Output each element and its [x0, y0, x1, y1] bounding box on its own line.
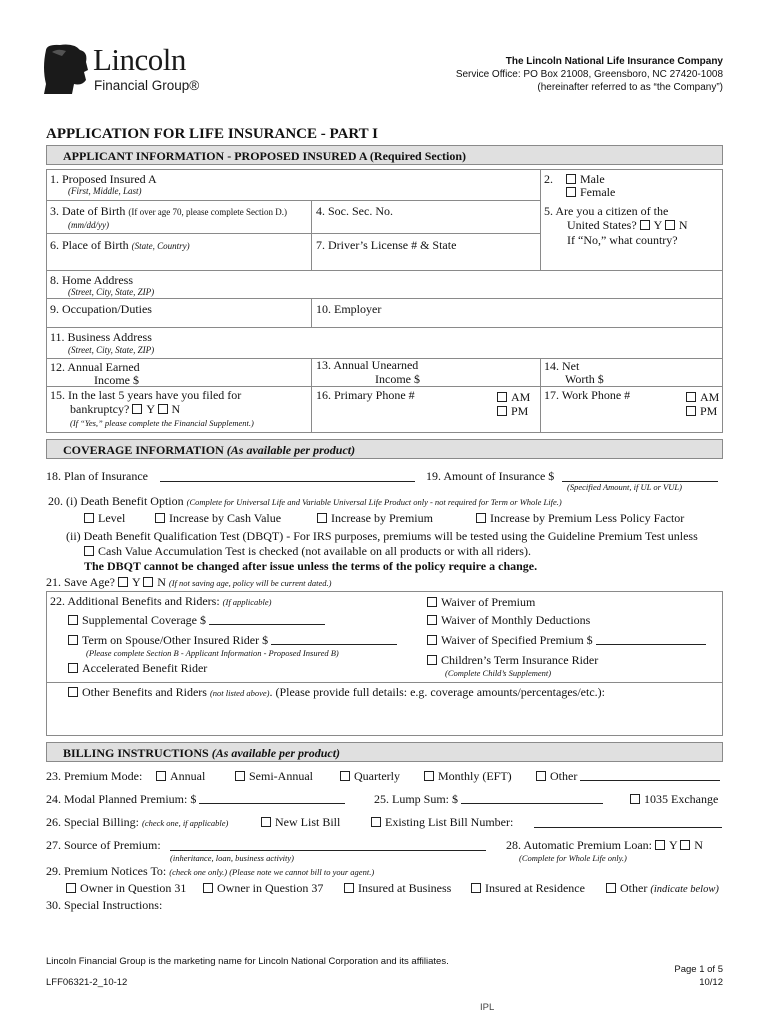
q5-citizen-question: United States? Y N [567, 218, 688, 232]
q21-label: 21. Save Age? Y N (If not saving age, policy will be current dated.) [46, 575, 332, 589]
new-list-bill[interactable]: New List Bill [261, 815, 340, 830]
dbo-less-checkbox[interactable] [476, 513, 486, 523]
source-of-premium-input[interactable] [170, 840, 486, 851]
cvat-option[interactable]: Cash Value Accumulation Test is checked (not available on all products or with all riders). [84, 544, 531, 559]
q17-label: 17. Work Phone # [544, 388, 631, 402]
dbo-less-option[interactable]: Increase by Premium Less Policy Factor [476, 511, 684, 526]
q18-label: 18. Plan of Insurance [46, 469, 148, 483]
apl-yes-checkbox[interactable] [655, 840, 665, 850]
citizen-no-checkbox[interactable] [665, 220, 675, 230]
bankruptcy-yes-checkbox[interactable] [132, 404, 142, 414]
save-age-yes-checkbox[interactable] [118, 577, 128, 587]
notice-owner-31-checkbox[interactable] [66, 883, 76, 893]
page-title: APPLICATION FOR LIFE INSURANCE - PART I [46, 126, 378, 142]
citizen-yes-checkbox[interactable] [640, 220, 650, 230]
form-date: 10/12 [699, 977, 723, 988]
q3-label: 3. Date of Birth (If over age 70, please complete Section D.) [50, 204, 288, 218]
q16-label: 16. Primary Phone # [316, 388, 415, 402]
q19-label: 19. Amount of Insurance $ [426, 469, 555, 483]
q22-label: 22. Additional Benefits and Riders: (If applicable) [50, 594, 272, 608]
mode-semi-checkbox[interactable] [235, 771, 245, 781]
q14-worth: Worth $ [565, 372, 604, 386]
q2-label: 2. [544, 172, 553, 186]
q15-hint: (If “Yes,” please complete the Financial Supplement.) [70, 418, 254, 428]
q30-label: 30. Special Instructions: [46, 898, 163, 912]
other-riders-details-input[interactable] [50, 702, 718, 732]
company-note: (hereinafter referred to as “the Company”) [537, 82, 723, 93]
new-list-bill-checkbox[interactable] [261, 817, 271, 827]
lincoln-profile-icon [44, 44, 90, 94]
mode-monthly[interactable]: Monthly (EFT) [424, 769, 512, 784]
dbqt-warning: The DBQT cannot be changed after issue unless the terms of the policy require a change. [84, 559, 538, 573]
notice-residence-checkbox[interactable] [471, 883, 481, 893]
q11-hint: (Street, City, State, ZIP) [68, 345, 155, 355]
work-pm-checkbox[interactable] [686, 406, 696, 416]
female-option[interactable]: Female [566, 185, 615, 200]
apl-no-checkbox[interactable] [680, 840, 690, 850]
rider-child-hint: (Complete Child’s Supplement) [445, 668, 552, 678]
q29-label: 29. Premium Notices To: (check one only.) (Please note we cannot bill to your agent.) [46, 864, 375, 878]
q10-label: 10. Employer [316, 302, 382, 316]
mode-monthly-checkbox[interactable] [424, 771, 434, 781]
rider-wmd[interactable]: Waiver of Monthly Deductions [427, 613, 590, 628]
mode-annual[interactable]: Annual [156, 769, 205, 784]
q24-label: 24. Modal Planned Premium: $ [46, 792, 345, 807]
q14-label: 14. Net [544, 359, 580, 373]
coverage-section-header: COVERAGE INFORMATION (As available per product) [46, 439, 723, 459]
mode-semi[interactable]: Semi-Annual [235, 769, 313, 784]
q15-label: 15. In the last 5 years have you filed for [50, 388, 242, 402]
q1-input[interactable] [180, 171, 535, 197]
q8-label: 8. Home Address [50, 273, 133, 287]
q9-label: 9. Occupation/Duties [50, 302, 152, 316]
q26-label: 26. Special Billing: (check one, if applicable) [46, 815, 229, 829]
notice-owner-37[interactable]: Owner in Question 37 [203, 881, 323, 896]
primary-am-checkbox[interactable] [497, 392, 507, 402]
q5-label: 5. Are you a citizen of the [544, 204, 669, 218]
existing-list-bill[interactable]: Existing List Bill Number: [371, 815, 513, 830]
notice-residence[interactable]: Insured at Residence [471, 881, 585, 896]
rider-wsp-checkbox[interactable] [427, 635, 437, 645]
work-am-checkbox[interactable] [686, 392, 696, 402]
male-option[interactable]: Male [566, 172, 605, 187]
rider-accelerated[interactable]: Accelerated Benefit Rider [68, 661, 207, 676]
exchange-1035-checkbox[interactable] [630, 794, 640, 804]
other-riders[interactable]: Other Benefits and Riders (not listed above). (Please provide full details: e.g. coverage amounts/percentages/etc.): [68, 685, 605, 700]
form-number: LFF06321-2_10-12 [46, 977, 128, 988]
cvat-checkbox[interactable] [84, 546, 94, 556]
dbo-premium-option[interactable]: Increase by Premium [317, 511, 433, 526]
mode-quarterly-checkbox[interactable] [340, 771, 350, 781]
male-checkbox[interactable] [566, 174, 576, 184]
lump-sum-input[interactable] [461, 793, 603, 804]
notice-owner-31[interactable]: Owner in Question 31 [66, 881, 186, 896]
rider-wmd-checkbox[interactable] [427, 615, 437, 625]
notice-business-checkbox[interactable] [344, 883, 354, 893]
q13-label: 13. Annual Unearned [316, 358, 419, 372]
footer-disclaimer: Lincoln Financial Group is the marketing name for Lincoln National Corporation and its affiliates. [46, 956, 449, 967]
supplemental-amount-input[interactable] [209, 614, 325, 625]
q8-hint: (Street, City, State, ZIP) [68, 287, 155, 297]
q20-label: 20. (i) Death Benefit Option (Complete for Universal Life and Variable Universal Life Product only - not required for Term or Whole Life.) [48, 494, 562, 508]
billing-section-header: BILLING INSTRUCTIONS (As available per product) [46, 742, 723, 762]
q6-label: 6. Place of Birth (State, Country) [50, 238, 190, 252]
other-riders-checkbox[interactable] [68, 687, 78, 697]
q1-label: 1. Proposed Insured A [50, 172, 157, 186]
rider-term-hint: (Please complete Section B - Applicant Information - Proposed Insured B) [86, 648, 339, 658]
q13-income: Income $ [375, 372, 420, 386]
rider-supplemental-checkbox[interactable] [68, 615, 78, 625]
rider-wop-checkbox[interactable] [427, 597, 437, 607]
dbo-level-checkbox[interactable] [84, 513, 94, 523]
primary-pm-checkbox[interactable] [497, 406, 507, 416]
mode-other-input[interactable] [580, 770, 720, 781]
q25-label: 25. Lump Sum: $ [374, 792, 603, 807]
mode-other-checkbox[interactable] [536, 771, 546, 781]
q15-bankruptcy: bankruptcy? Y N [70, 402, 181, 416]
modal-premium-input[interactable] [199, 793, 345, 804]
q1-hint: (First, Middle, Last) [68, 186, 142, 196]
notice-owner-37-checkbox[interactable] [203, 883, 213, 893]
rider-child-checkbox[interactable] [427, 655, 437, 665]
service-office: Service Office: PO Box 21008, Greensboro, NC 27420-1008 [455, 69, 723, 80]
q19-hint: (Specified Amount, if UL or VUL) [567, 482, 682, 492]
save-age-no-checkbox[interactable] [143, 577, 153, 587]
q4-label: 4. Soc. Sec. No. [316, 204, 393, 218]
work-am-option[interactable]: AM [686, 390, 719, 405]
form-code: IPL [480, 1002, 495, 1013]
bankruptcy-no-checkbox[interactable] [158, 404, 168, 414]
special-instructions-input[interactable] [46, 914, 723, 944]
rider-wsp[interactable]: Waiver of Specified Premium $ [427, 633, 706, 648]
mode-quarterly[interactable]: Quarterly [340, 769, 400, 784]
company-name: The Lincoln National Life Insurance Company [505, 56, 723, 67]
amount-of-insurance-input[interactable] [562, 471, 718, 482]
rider-accelerated-checkbox[interactable] [68, 663, 78, 673]
q28-hint: (Complete for Whole Life only.) [519, 853, 627, 863]
rider-supplemental[interactable]: Supplemental Coverage $ [68, 613, 325, 628]
exchange-1035[interactable]: 1035 Exchange [630, 792, 718, 807]
q3-hint: (mm/dd/yy) [68, 220, 109, 230]
primary-pm-option[interactable]: PM [497, 404, 528, 419]
q7-label: 7. Driver’s License # & State [316, 238, 457, 252]
notice-business[interactable]: Insured at Business [344, 881, 451, 896]
work-pm-option[interactable]: PM [686, 404, 717, 419]
rider-wop[interactable]: Waiver of Premium [427, 595, 535, 610]
mode-other[interactable]: Other [536, 769, 720, 784]
rider-child[interactable]: Children’s Term Insurance Rider [427, 653, 598, 668]
q11-label: 11. Business Address [50, 330, 152, 344]
notice-other[interactable]: Other (indicate below) [606, 881, 719, 896]
logo-subtitle: Financial Group® [94, 78, 200, 93]
q27-label: 27. Source of Premium: [46, 838, 161, 852]
q20ii-label: (ii) Death Benefit Qualification Test (DBQT) - For IRS purposes, premiums will be tested using the Guideline Premium Test unless [66, 529, 698, 543]
existing-list-bill-checkbox[interactable] [371, 817, 381, 827]
q27-hint: (inheritance, loan, business activity) [170, 853, 294, 863]
q28-label: 28. Automatic Premium Loan: Y N [506, 838, 703, 852]
applicant-section-header: APPLICANT INFORMATION - PROPOSED INSURED A (Required Section) [46, 145, 723, 165]
plan-of-insurance-input[interactable] [160, 471, 415, 482]
q23-label: 23. Premium Mode: [46, 769, 143, 783]
term-rider-amount-input[interactable] [271, 634, 397, 645]
page-number: Page 1 of 5 [674, 964, 723, 975]
female-checkbox[interactable] [566, 187, 576, 197]
wsp-amount-input[interactable] [596, 634, 706, 645]
dbo-premium-checkbox[interactable] [317, 513, 327, 523]
dbo-cash-option[interactable]: Increase by Cash Value [155, 511, 281, 526]
existing-list-bill-input[interactable] [534, 817, 722, 828]
primary-am-option[interactable]: AM [497, 390, 530, 405]
q12-label: 12. Annual Earned [50, 360, 140, 374]
q5-country-label: If “No,” what country? [567, 233, 678, 247]
dbo-level-option[interactable]: Level [84, 511, 125, 526]
q12-income: Income $ [94, 373, 139, 387]
rider-term-spouse[interactable]: Term on Spouse/Other Insured Rider $ [68, 633, 397, 648]
dbo-cash-checkbox[interactable] [155, 513, 165, 523]
mode-annual-checkbox[interactable] [156, 771, 166, 781]
logo-wordmark: Lincoln [93, 42, 186, 77]
notice-other-checkbox[interactable] [606, 883, 616, 893]
rider-term-checkbox[interactable] [68, 635, 78, 645]
